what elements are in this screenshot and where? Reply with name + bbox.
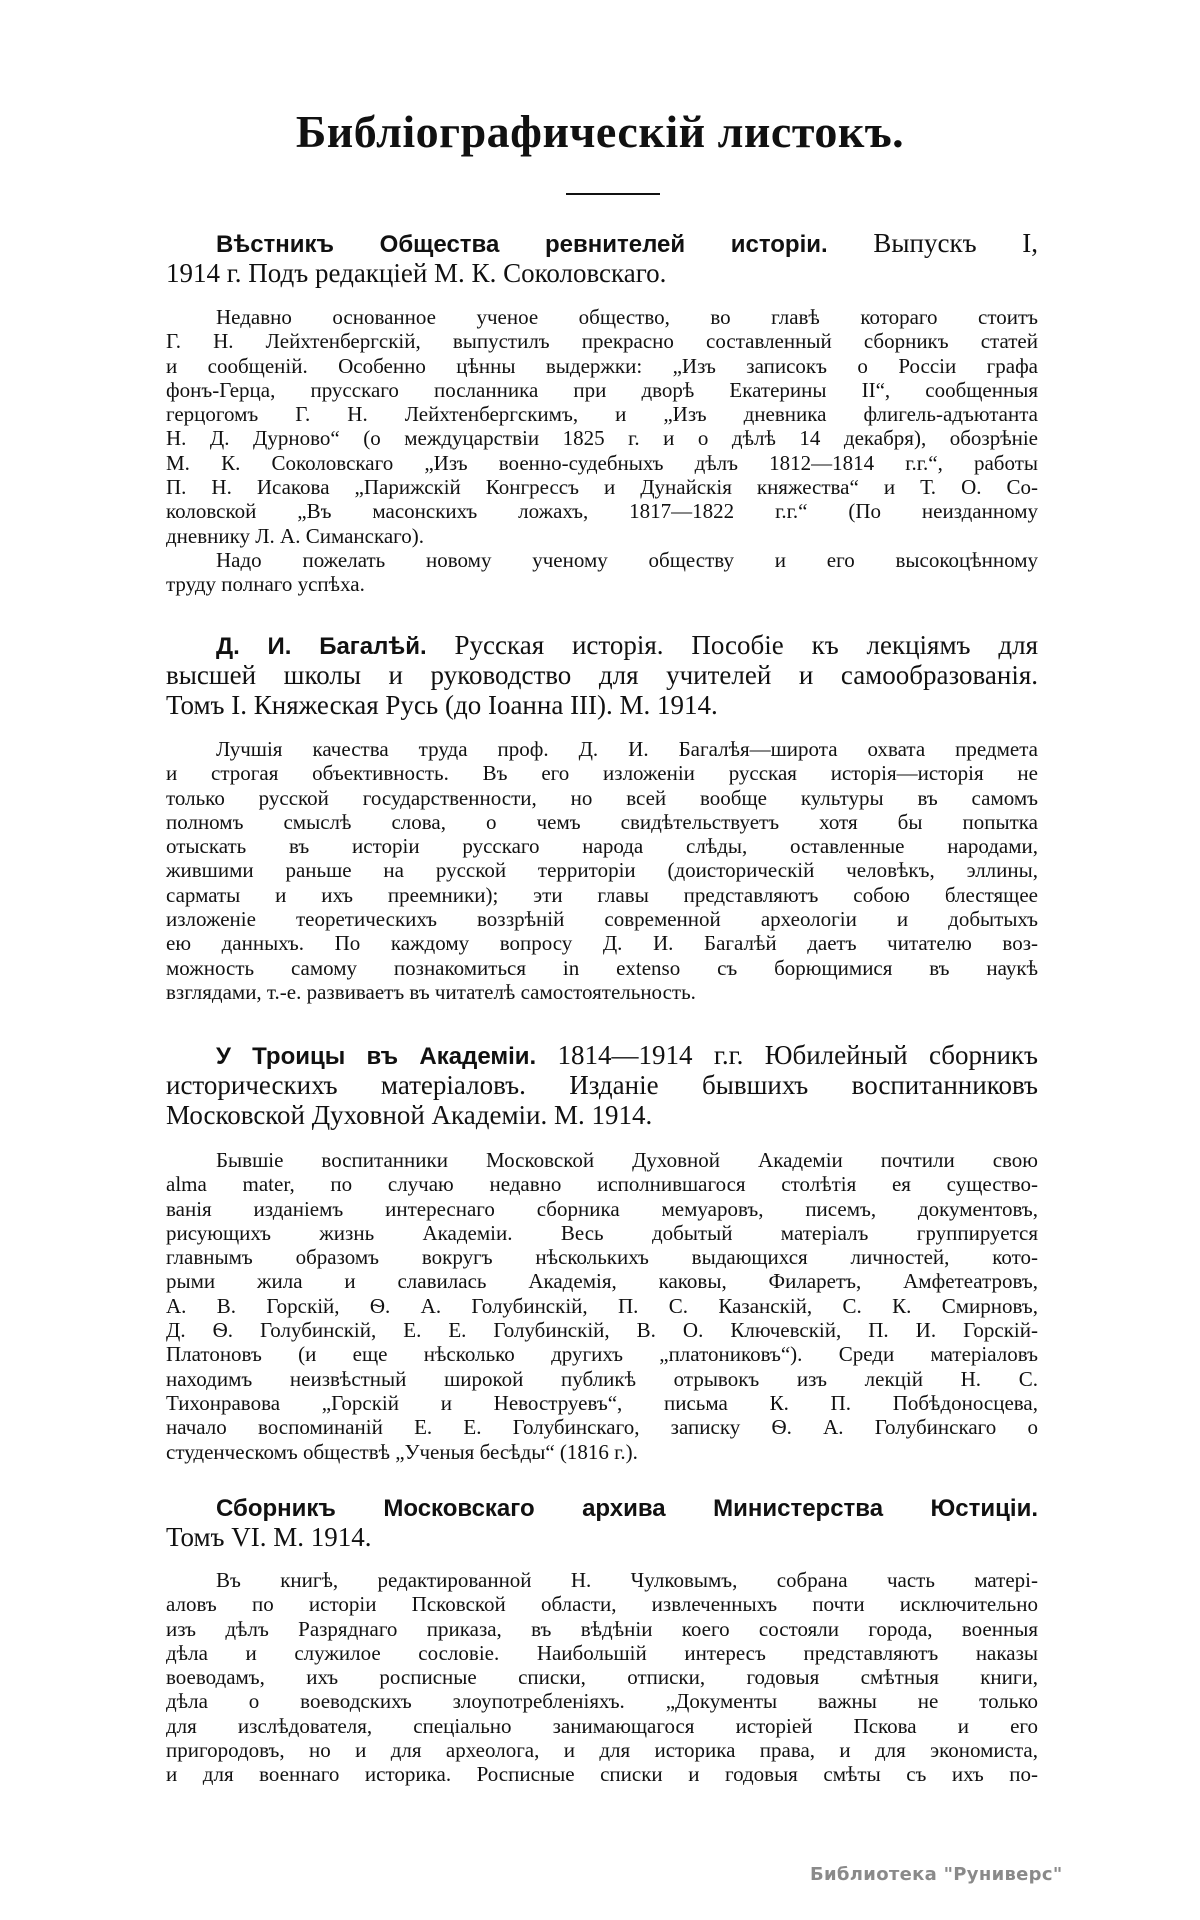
heading-line	[166, 1492, 1038, 1522]
page-title: Библіографическій листокъ.	[295, 106, 905, 157]
body-text-line: Въ книгѣ, редактированной Н. Чулковымъ, собрана часть матері-	[216, 1568, 1038, 1592]
body-text-line: рыми жила и славилась Академія, каковы, Филаретъ, Амфетеатровъ,	[166, 1269, 1038, 1294]
body-text-line: дѣла и служилое сословіе. Наибольшій интересъ представляютъ наказы	[166, 1640, 1038, 1665]
title-divider	[566, 193, 660, 195]
body-text-line: ванія изданіемъ интереснаго сборника мемуаровъ, писемъ, документовъ,	[166, 1196, 1038, 1221]
body-text-line: дѣла о воеводскихъ злоупотребленіяхъ. „Документы важны не только	[166, 1689, 1038, 1714]
entry-title-bold: У Троицы въ Академіи.	[216, 1043, 537, 1070]
body-text-line: Бывшіе воспитанники Московской Духовной Академіи почтили свою	[216, 1148, 1038, 1172]
body-text-line: Платоновъ (и еще нѣсколько другихъ „платониковъ“). Среди матеріаловъ	[166, 1342, 1038, 1367]
heading-line	[166, 690, 1038, 720]
library-watermark: Библиотека "Руниверс"	[810, 1864, 1063, 1885]
entry-title-text: историческихъ матеріаловъ. Изданіе бывшихъ воспитанниковъ	[166, 1070, 1038, 1100]
body-text-line: Н. Д. Дурново“ (о междуцарствіи 1825 г. и о дѣлѣ 14 декабря), обозрѣніе	[166, 426, 1038, 451]
body-text-line: рисующихъ жизнь Академіи. Весь добытый матеріалъ группируется	[166, 1220, 1038, 1245]
entry-title-bold: Д. И. Багалѣй.	[216, 633, 427, 660]
body-text-line: находимъ неизвѣстный широкой публикѣ отрывокъ изъ лекцій Н. С.	[166, 1366, 1038, 1391]
body-text-line: воеводамъ, ихъ росписные списки, отписки, годовыя смѣтныя книги,	[166, 1665, 1038, 1690]
entry-title-text: высшей школы и руководство для учителей и самообразованія.	[166, 660, 1038, 690]
heading-line	[166, 258, 1038, 288]
body-text-line: дневнику Л. А. Симанскаго).	[166, 523, 425, 548]
heading-line	[166, 1100, 1038, 1130]
body-text-line: Г. Н. Лейхтенбергскій, выпустилъ прекрасно составленный сборникъ статей	[166, 329, 1038, 354]
entry-body	[166, 1148, 1038, 1464]
entry-title-bold: Сборникъ Московскаго архива Министерства Юстиціи.	[216, 1495, 1038, 1522]
body-text-line: только русской государственности, но всей вообще культуры въ самомъ	[166, 785, 1038, 810]
body-text-line: взглядами, т.-е. развиваетъ въ читателѣ самостоятельность.	[166, 979, 696, 1004]
entry-title-text: Московской Духовной Академіи. М. 1914.	[166, 1100, 653, 1130]
heading-line	[166, 228, 1038, 258]
entry-title-text: Томъ VI. М. 1914.	[166, 1522, 372, 1552]
body-text-line: для изслѣдователя, спеціально занимающагося исторіей Пскова и его	[166, 1713, 1038, 1738]
body-text-line: начало воспоминаній Е. Е. Голубинскаго, записку Ѳ. А. Голубинскаго о	[166, 1415, 1038, 1440]
entry-heading	[166, 1040, 1038, 1130]
entry-title-text: Томъ I. Княжеская Русь (до Іоанна III). М. 1914.	[166, 690, 718, 720]
entry-title-text: Выпускъ I,	[827, 228, 1039, 258]
heading-line	[166, 630, 1038, 660]
entry-title-text: 1914 г. Подъ редакціей М. К. Соколовскаго.	[166, 258, 667, 288]
body-text-line: студенческомъ обществѣ „Ученыя бесѣды“ (1816 г.).	[166, 1439, 638, 1464]
body-text-line: полномъ смыслѣ слова, о чемъ свидѣтельствуетъ хотя бы попытка	[166, 809, 1038, 834]
heading-line	[166, 660, 1038, 690]
entry-heading	[166, 1492, 1038, 1552]
body-text-line: главнымъ образомъ вокругъ нѣсколькихъ выдающихся личностей, кото-	[166, 1245, 1038, 1270]
body-text-line: Лучшія качества труда проф. Д. И. Багалѣя—широта охвата предмета	[216, 737, 1038, 761]
heading-line	[166, 1040, 1038, 1070]
body-text-line: Недавно основанное ученое общество, во главѣ котораго стоитъ	[216, 305, 1038, 329]
body-text-line: отыскать въ исторіи русскаго народа слѣды, оставленные народами,	[166, 834, 1038, 859]
body-text-line: и сообщеній. Особенно цѣнны выдержки: „Изъ записокъ о Россіи графа	[166, 353, 1038, 378]
body-text-line: alma mater, по случаю недавно исполнившагося столѣтія ея существо-	[166, 1172, 1038, 1197]
body-text-line: и для военнаго историка. Росписные списки и годовыя смѣты съ ихъ по-	[166, 1762, 1038, 1787]
entry-title-bold: Вѣстникъ Общества ревнителей исторіи.	[216, 231, 828, 258]
entry-heading	[166, 228, 1038, 288]
body-text-line: коловской „Въ масонскихъ ложахъ, 1817—1822 г.г.“ (По неизданному	[166, 499, 1038, 524]
body-text-line: изъ дѣлъ Разряднаго приказа, въ вѣдѣніи коего состояли города, военныя	[166, 1616, 1038, 1641]
body-text-line: фонъ-Герца, прусскаго посланника при дворѣ Екатерины II“, сообщенныя	[166, 377, 1038, 402]
body-text-line: жившими раньше на русской территоріи (доисторическій человѣкъ, эллины,	[166, 858, 1038, 883]
body-text-line: М. К. Соколовскаго „Изъ военно-судебныхъ дѣлъ 1812—1814 г.г.“, работы	[166, 450, 1038, 475]
entry-body	[166, 305, 1038, 597]
body-text-line: Тихонравова „Горскій и Невоструевъ“, письма К. П. Побѣдоносцева,	[166, 1390, 1038, 1415]
body-text-line: Надо пожелать новому ученому обществу и его высокоцѣнному	[216, 547, 1038, 572]
body-text-line: можность самому познакомиться in extenso съ борющимися въ наукѣ	[166, 955, 1038, 980]
heading-line	[166, 1070, 1038, 1100]
entry-heading	[166, 630, 1038, 720]
body-text-line: ею данныхъ. По каждому вопросу Д. И. Багалѣй даетъ читателю воз-	[166, 931, 1038, 956]
body-text-line: изложеніе теоретическихъ воззрѣній современной археологіи и добытыхъ	[166, 907, 1038, 932]
body-text-line: сарматы и ихъ преемники); эти главы представляютъ собою блестящее	[166, 882, 1038, 907]
heading-line	[166, 1522, 1038, 1552]
entry-body	[166, 1568, 1038, 1787]
entry-body	[166, 737, 1038, 1004]
body-text-line: аловъ по исторіи Псковской области, извлеченныхъ почти исключительно	[166, 1592, 1038, 1617]
body-text-line: труду полнаго успѣха.	[166, 572, 365, 597]
body-text-line: пригородовъ, но и для археолога, и для историка права, и для экономиста,	[166, 1738, 1038, 1763]
body-text-line: П. Н. Исакова „Парижскій Конгрессъ и Дунайскія княжества“ и Т. О. Со-	[166, 475, 1038, 500]
body-text-line: герцогомъ Г. Н. Лейхтенбергскимъ, и „Изъ дневника флигель-адъютанта	[166, 402, 1038, 427]
entry-title-text: 1814—1914 г.г. Юбилейный сборникъ	[536, 1040, 1038, 1070]
entry-title-text: Русская исторія. Пособіе къ лекціямъ для	[426, 630, 1038, 660]
body-text-line: Д. Ѳ. Голубинскій, Е. Е. Голубинскій, В. О. Ключевскій, П. И. Горскій-	[166, 1318, 1038, 1343]
body-text-line: и строгая объективность. Въ его изложеніи русская исторія—исторія не	[166, 761, 1038, 786]
body-text-line: А. В. Горскій, Ѳ. А. Голубинскій, П. С. Казанскій, С. К. Смирновъ,	[166, 1293, 1038, 1318]
